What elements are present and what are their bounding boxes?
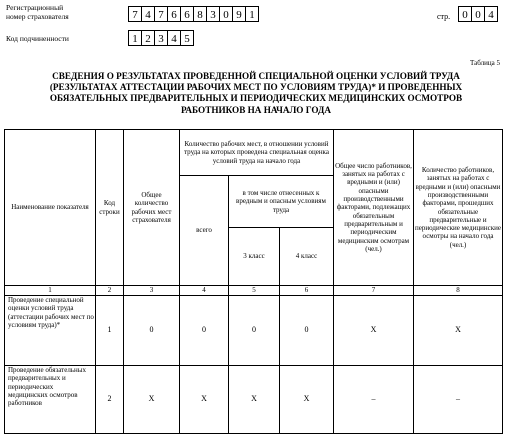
digit-cell: 4 xyxy=(141,6,155,22)
col-number: 4 xyxy=(180,286,229,296)
col-class3-header: 3 класс xyxy=(229,228,280,286)
col-name-header: Наименование показателя xyxy=(5,130,96,286)
col-number: 5 xyxy=(229,286,280,296)
row-value: 0 xyxy=(229,296,280,366)
reg-number-label: Регистрационный номер страхователя xyxy=(6,3,69,21)
col-number: 6 xyxy=(280,286,334,296)
col-group-places-header: Количество рабочих мест, в отношении условий труда на которых проведена специальная оценка условий труда на начало года xyxy=(180,130,334,176)
col-workers-harmful-header: Общее число работников, занятых на работах с вредными и (или) опасными производственными факторами, подлежащих обязательным предварительным и периодическим медицинским осмотрам (чел.) xyxy=(334,130,414,286)
col-code-header: Код строки xyxy=(96,130,124,286)
digit-cell: 4 xyxy=(167,30,181,46)
col-number: 3 xyxy=(124,286,180,296)
reg-number-cells xyxy=(128,6,259,22)
digit-cell: 1 xyxy=(128,30,142,46)
col-class4-header: 4 класс xyxy=(280,228,334,286)
row-code: 1 xyxy=(96,296,124,366)
digit-cell: 0 xyxy=(219,6,233,22)
row-value: 0 xyxy=(280,296,334,366)
row-value: – xyxy=(414,366,503,434)
digit-cell: 3 xyxy=(154,30,168,46)
row-value: X xyxy=(229,366,280,434)
col-number: 8 xyxy=(414,286,503,296)
digit-cell: 6 xyxy=(180,6,194,22)
col-total-places-header: Общее количество рабочих мест страхователя xyxy=(124,130,180,286)
digit-cell: 4 xyxy=(484,6,498,22)
subdivision-cells xyxy=(128,30,194,46)
section-title: СВЕДЕНИЯ О РЕЗУЛЬТАТАХ ПРОВЕДЕННОЙ СПЕЦИАЛЬНОЙ ОЦЕНКИ УСЛОВИЙ ТРУДА (РЕЗУЛЬТАТАХ АТТЕСТАЦИИ РАБОЧИХ МЕСТ ПО УСЛОВИЯМ ТРУДА)* И ПРОВЕДЕННЫХ ОБЯЗАТЕЛЬНЫХ ПРЕДВАРИТЕЛЬНЫХ И ПЕРИОДИЧЕСКИХ МЕДИЦИНСКИХ ОСМОТРОВ РАБОТНИКОВ НА НАЧАЛО ГОДА xyxy=(49,71,463,115)
digit-cell: 2 xyxy=(141,30,155,46)
col-number: 7 xyxy=(334,286,414,296)
subdivision-label: Код подчиненности xyxy=(6,34,69,43)
column-numbers-row xyxy=(5,286,503,296)
digit-cell: 0 xyxy=(458,6,472,22)
row-value: 0 xyxy=(180,296,229,366)
row-value: X xyxy=(280,366,334,434)
table-row xyxy=(5,296,503,366)
row-name: Проведение обязательных предварительных и периодических медицинских осмотров работников xyxy=(5,366,96,434)
digit-cell: 9 xyxy=(232,6,246,22)
row-value: X xyxy=(414,296,503,366)
page-number-cells xyxy=(458,6,498,22)
digit-cell: 8 xyxy=(193,6,207,22)
col-harmful-group-header: в том числе отнесенных к вредным и опасным условиям труда xyxy=(229,176,334,228)
digit-cell: 6 xyxy=(167,6,181,22)
row-value: 0 xyxy=(124,296,180,366)
col-number: 2 xyxy=(96,286,124,296)
col-number: 1 xyxy=(5,286,96,296)
table-row xyxy=(5,366,503,434)
digit-cell: 7 xyxy=(154,6,168,22)
row-name: Проведение специальной оценки условий труда (аттестации рабочих мест по условиям труда)* xyxy=(5,296,96,366)
table-number: Таблица 5 xyxy=(470,59,500,67)
digit-cell: 0 xyxy=(471,6,485,22)
row-code: 2 xyxy=(96,366,124,434)
digit-cell: 7 xyxy=(128,6,142,22)
col-total-header: всего xyxy=(180,176,229,286)
col-workers-passed-header: Количество работников, занятых на работах с вредными и (или) опасными производственными факторами, прошедших обязательные предварительные и периодические медицинские осмотры на начало года (чел.) xyxy=(414,130,503,286)
results-table xyxy=(4,129,503,434)
digit-cell: 1 xyxy=(245,6,259,22)
digit-cell: 3 xyxy=(206,6,220,22)
row-value: – xyxy=(334,366,414,434)
row-value: X xyxy=(180,366,229,434)
row-value: X xyxy=(334,296,414,366)
digit-cell: 5 xyxy=(180,30,194,46)
row-value: X xyxy=(124,366,180,434)
page-label: стр. xyxy=(437,12,451,21)
